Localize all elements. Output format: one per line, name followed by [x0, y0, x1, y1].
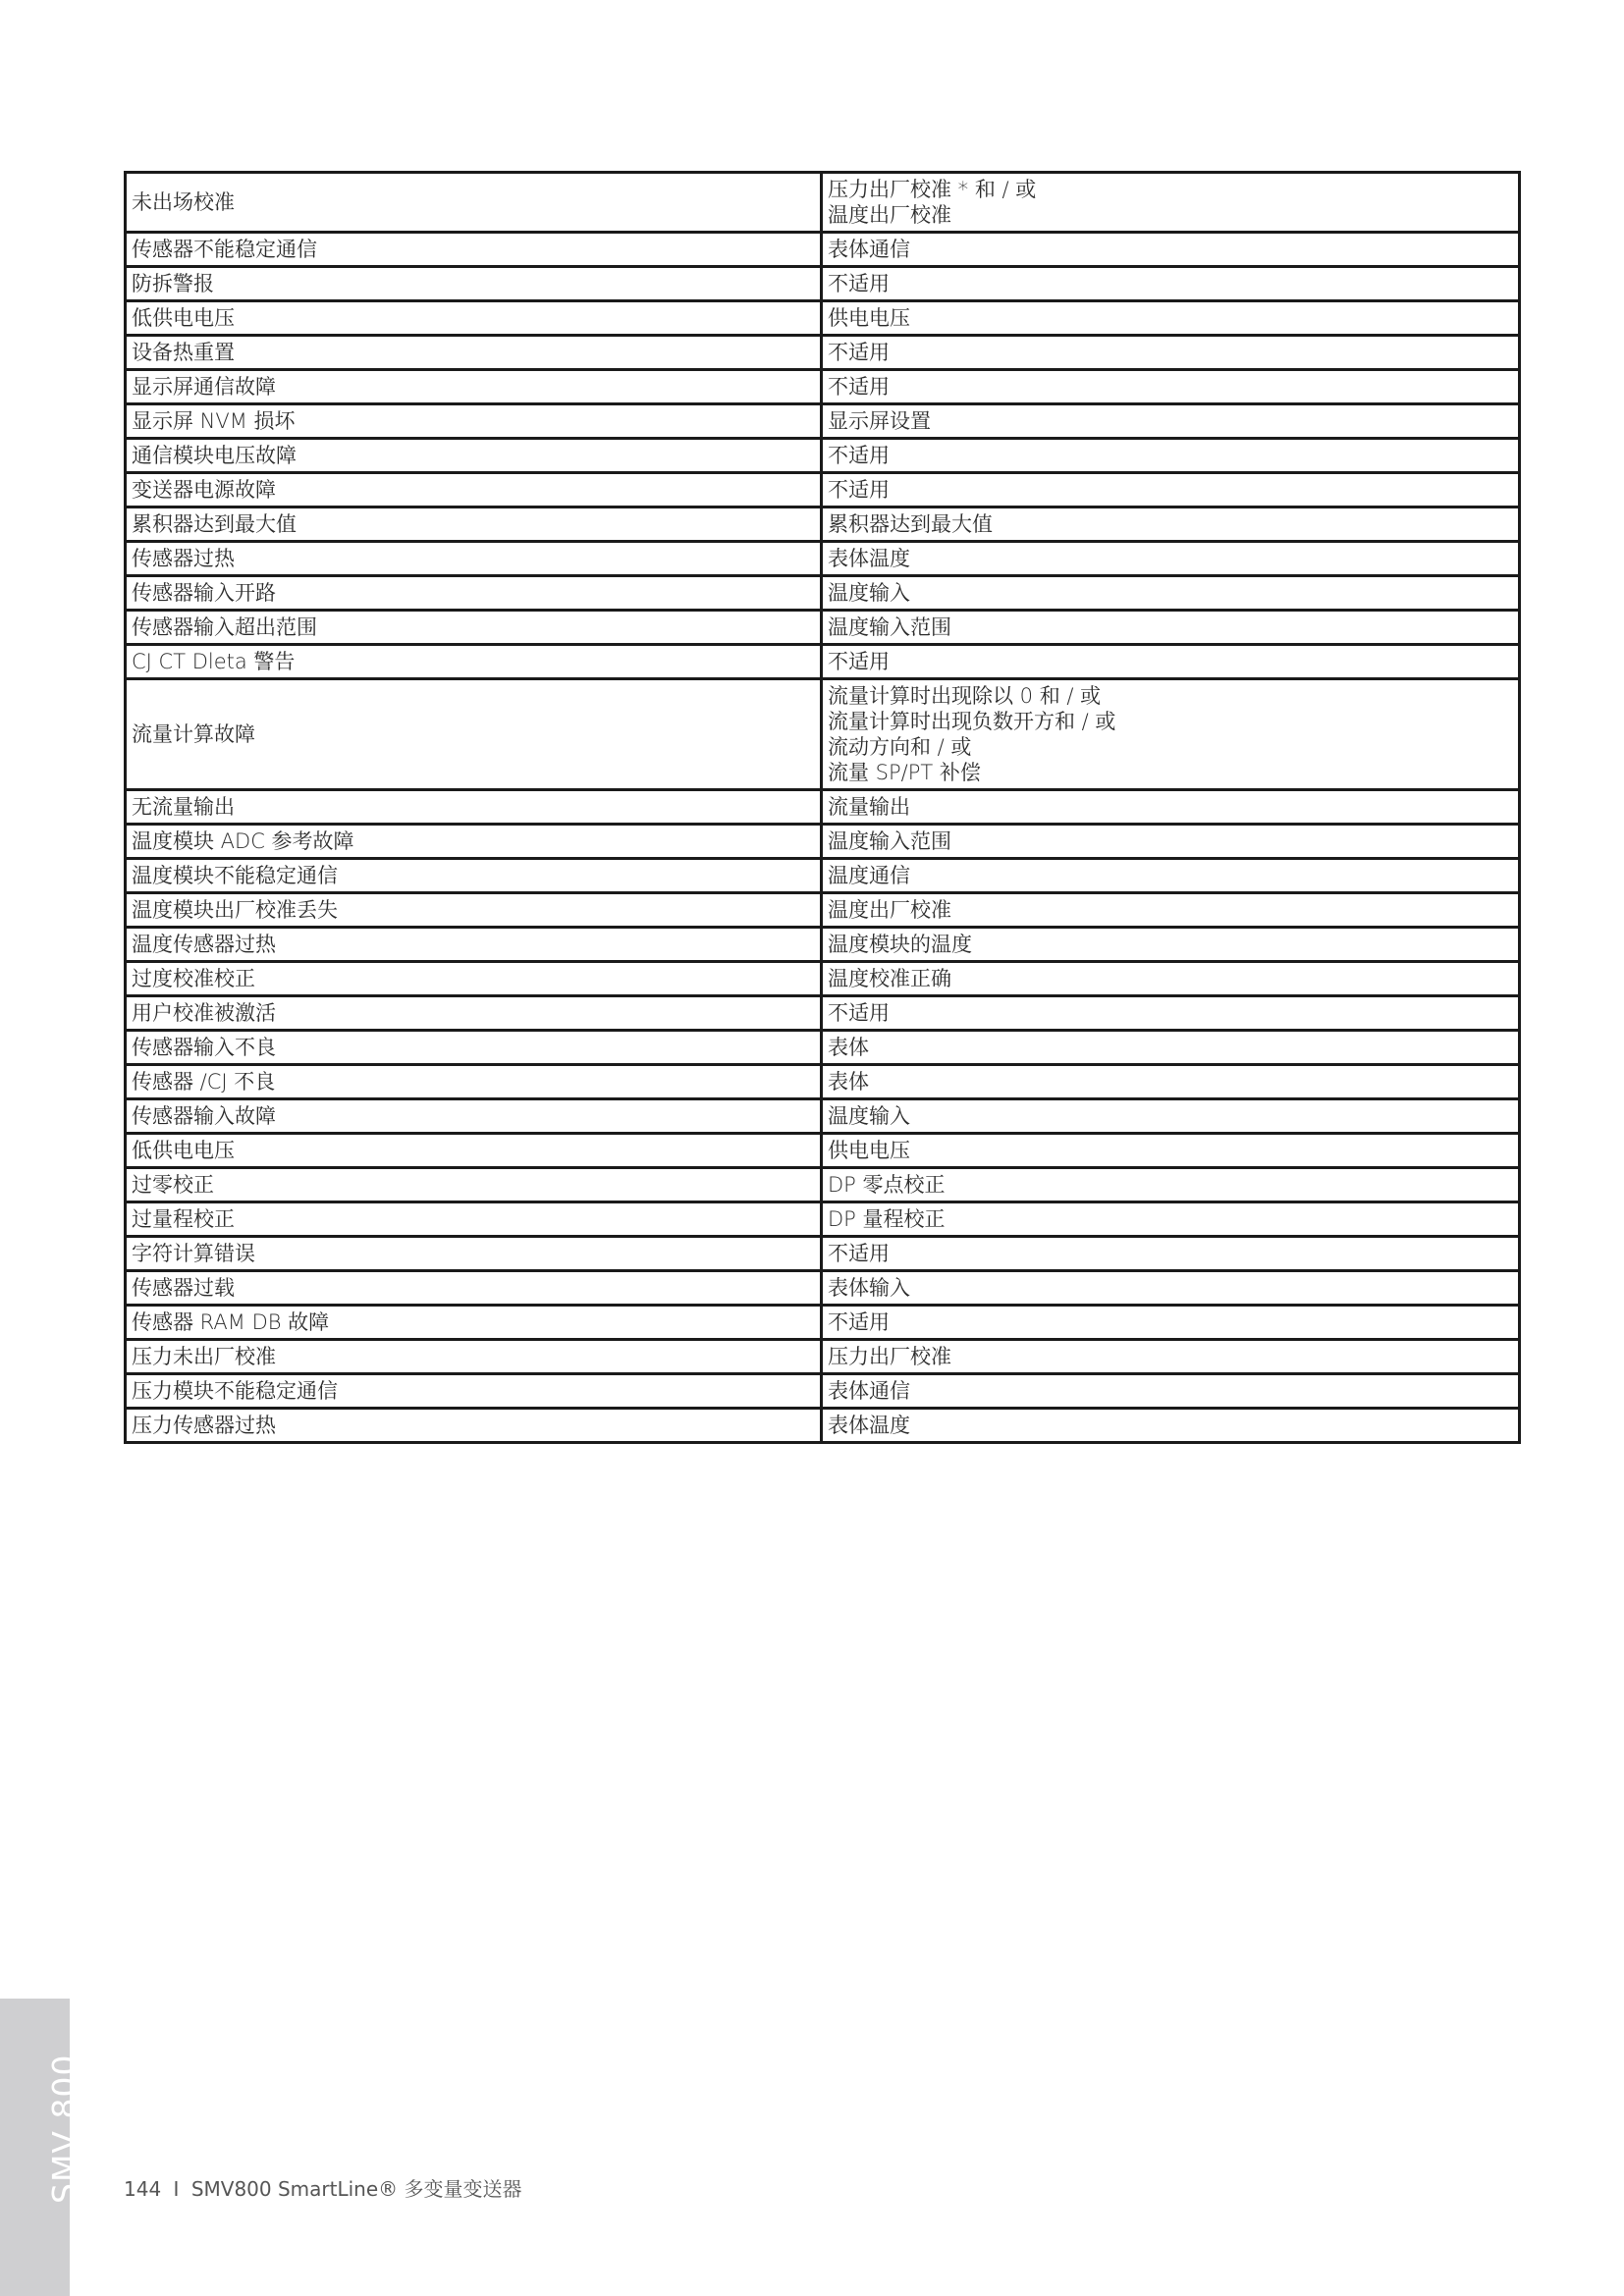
- table-row: [126, 1134, 1520, 1168]
- cell-text: 不适用: [828, 1242, 890, 1265]
- cell-text: 温度模块不能稳定通信: [132, 864, 338, 887]
- cell-text: 表体: [828, 1036, 869, 1059]
- affected-item-cell: [822, 1340, 1520, 1374]
- cell-text: 不适用: [828, 1001, 890, 1025]
- affected-item-cell: [822, 233, 1520, 267]
- table-row: [126, 576, 1520, 611]
- cell-text: 无流量输出: [132, 795, 235, 819]
- cell-text: 传感器过热: [132, 547, 235, 570]
- affected-item-cell: [822, 679, 1520, 790]
- affected-item-cell: [822, 439, 1520, 473]
- cell-text: 传感器输入不良: [132, 1036, 276, 1059]
- cell-text: 压力出厂校准 * 和 / 或: [828, 178, 1037, 201]
- condition-cell: [126, 679, 822, 790]
- condition-cell: [126, 1099, 822, 1134]
- cell-text: 温度校准正确: [828, 967, 951, 990]
- table-row: [126, 893, 1520, 928]
- cell-text: 温度出厂校准: [828, 898, 951, 922]
- condition-cell: [126, 473, 822, 507]
- condition-cell: [126, 301, 822, 336]
- table-row: [126, 404, 1520, 439]
- cell-text: 表体: [828, 1070, 869, 1094]
- affected-item-cell: [822, 370, 1520, 404]
- affected-item-cell: [822, 893, 1520, 928]
- condition-cell: [126, 1168, 822, 1202]
- condition-cell: [126, 267, 822, 301]
- cell-text: 过度校准校正: [132, 967, 255, 990]
- cell-text: 不适用: [828, 375, 890, 399]
- affected-item-cell: [822, 645, 1520, 679]
- condition-cell: [126, 1374, 822, 1409]
- table-row: [126, 679, 1520, 790]
- cell-text: 过零校正: [132, 1173, 214, 1197]
- cell-text: 温度模块的温度: [828, 933, 972, 956]
- affected-item-cell: [822, 1409, 1520, 1443]
- table-row: [126, 370, 1520, 404]
- condition-cell: [126, 1065, 822, 1099]
- table-row: [126, 267, 1520, 301]
- cell-text: 温度模块出厂校准丢失: [132, 898, 338, 922]
- affected-item-cell: [822, 173, 1520, 233]
- cell-text: DP 零点校正: [828, 1173, 946, 1197]
- condition-cell: [126, 825, 822, 859]
- cell-text: 用户校准被激活: [132, 1001, 276, 1025]
- condition-cell: [126, 1031, 822, 1065]
- cell-text: 不适用: [828, 341, 890, 364]
- condition-cell: [126, 1340, 822, 1374]
- table-row: [126, 962, 1520, 996]
- table-row: [126, 1340, 1520, 1374]
- affected-item-cell: [822, 542, 1520, 576]
- cell-text: 传感器不能稳定通信: [132, 238, 317, 261]
- affected-item-cell: [822, 859, 1520, 893]
- condition-cell: [126, 1134, 822, 1168]
- table-row: [126, 1168, 1520, 1202]
- affected-item-cell: [822, 301, 1520, 336]
- affected-item-cell: [822, 267, 1520, 301]
- cell-text: 温度出厂校准: [828, 203, 951, 227]
- cell-text: 表体输入: [828, 1276, 910, 1300]
- cell-text: 变送器电源故障: [132, 478, 276, 502]
- condition-cell: [126, 1306, 822, 1340]
- cell-text: 不适用: [828, 1310, 890, 1334]
- affected-item-cell: [822, 1306, 1520, 1340]
- cell-text: 不适用: [828, 444, 890, 467]
- cell-text: 压力出厂校准: [828, 1345, 951, 1368]
- affected-item-cell: [822, 1134, 1520, 1168]
- cell-text: 不适用: [828, 650, 890, 673]
- cell-text: 传感器输入故障: [132, 1104, 276, 1128]
- affected-item-cell: [822, 1271, 1520, 1306]
- alarm-table: [124, 171, 1521, 1444]
- cell-text: 低供电电压: [132, 306, 235, 330]
- affected-item-cell: [822, 1065, 1520, 1099]
- table-row: [126, 996, 1520, 1031]
- cell-text: 累积器达到最大值: [828, 512, 993, 536]
- cell-text: 流量计算故障: [132, 722, 255, 746]
- cell-text: 供电电压: [828, 1139, 910, 1162]
- affected-item-cell: [822, 825, 1520, 859]
- cell-text: 表体通信: [828, 1379, 910, 1403]
- cell-text: 传感器输入开路: [132, 581, 276, 605]
- table-row: [126, 1306, 1520, 1340]
- condition-cell: [126, 336, 822, 370]
- affected-item-cell: [822, 1031, 1520, 1065]
- cell-text: 显示屏通信故障: [132, 375, 276, 399]
- table-row: [126, 1409, 1520, 1443]
- cell-text: 不适用: [828, 478, 890, 502]
- cell-text: 温度输入范围: [828, 615, 951, 639]
- table-row: [126, 1099, 1520, 1134]
- affected-item-cell: [822, 473, 1520, 507]
- table-row: [126, 439, 1520, 473]
- affected-item-cell: [822, 404, 1520, 439]
- affected-item-cell: [822, 1168, 1520, 1202]
- condition-cell: [126, 1237, 822, 1271]
- table-row: [126, 1202, 1520, 1237]
- cell-text: 防拆警报: [132, 272, 214, 295]
- table-row: [126, 928, 1520, 962]
- table-row: [126, 1237, 1520, 1271]
- affected-item-cell: [822, 611, 1520, 645]
- affected-item-cell: [822, 507, 1520, 542]
- footer-separator: I: [173, 2177, 180, 2201]
- cell-text: 表体温度: [828, 1414, 910, 1437]
- side-tab-label: SMV 800: [45, 2054, 83, 2204]
- table-row: [126, 233, 1520, 267]
- alarm-table-body: [126, 173, 1520, 1443]
- cell-text: 供电电压: [828, 306, 910, 330]
- cell-text: 显示屏设置: [828, 409, 931, 433]
- cell-text: 字符计算错误: [132, 1242, 255, 1265]
- condition-cell: [126, 1409, 822, 1443]
- table-row: [126, 611, 1520, 645]
- table-row: [126, 1271, 1520, 1306]
- table-row: [126, 859, 1520, 893]
- table-row: [126, 1065, 1520, 1099]
- cell-text: 表体温度: [828, 547, 910, 570]
- table-row: [126, 473, 1520, 507]
- condition-cell: [126, 542, 822, 576]
- affected-item-cell: [822, 1099, 1520, 1134]
- table-row: [126, 1374, 1520, 1409]
- condition-cell: [126, 1271, 822, 1306]
- cell-text: 传感器 RAM DB 故障: [132, 1310, 330, 1334]
- affected-item-cell: [822, 962, 1520, 996]
- condition-cell: [126, 507, 822, 542]
- table-row: [126, 301, 1520, 336]
- condition-cell: [126, 962, 822, 996]
- affected-item-cell: [822, 576, 1520, 611]
- affected-item-cell: [822, 336, 1520, 370]
- cell-text: 压力传感器过热: [132, 1414, 276, 1437]
- cell-text: 过量程校正: [132, 1207, 235, 1231]
- table-row: [126, 790, 1520, 825]
- condition-cell: [126, 996, 822, 1031]
- cell-text: CJ CT Dleta 警告: [132, 650, 296, 673]
- condition-cell: [126, 439, 822, 473]
- condition-cell: [126, 576, 822, 611]
- affected-item-cell: [822, 1202, 1520, 1237]
- cell-text: 传感器过载: [132, 1276, 235, 1300]
- cell-text: 流量输出: [828, 795, 910, 819]
- cell-text: 设备热重置: [132, 341, 235, 364]
- table-row: [126, 1031, 1520, 1065]
- table-row: [126, 173, 1520, 233]
- condition-cell: [126, 1202, 822, 1237]
- cell-text: 温度输入: [828, 581, 910, 605]
- condition-cell: [126, 173, 822, 233]
- cell-text: 温度传感器过热: [132, 933, 276, 956]
- footer-title: SMV800 SmartLine® 多变量变送器: [190, 2177, 522, 2201]
- cell-text: 压力模块不能稳定通信: [132, 1379, 338, 1403]
- condition-cell: [126, 859, 822, 893]
- condition-cell: [126, 893, 822, 928]
- cell-text: 压力未出厂校准: [132, 1345, 276, 1368]
- cell-text: 显示屏 NVM 损坏: [132, 409, 296, 433]
- condition-cell: [126, 790, 822, 825]
- page-number: 144: [124, 2177, 162, 2201]
- cell-text: DP 量程校正: [828, 1207, 946, 1231]
- cell-text: 温度输入范围: [828, 829, 951, 853]
- page-footer: [124, 2173, 528, 2202]
- cell-text: 低供电电压: [132, 1139, 235, 1162]
- condition-cell: [126, 645, 822, 679]
- cell-text: 温度模块 ADC 参考故障: [132, 829, 354, 853]
- table-row: [126, 507, 1520, 542]
- condition-cell: [126, 233, 822, 267]
- affected-item-cell: [822, 996, 1520, 1031]
- condition-cell: [126, 404, 822, 439]
- condition-cell: [126, 370, 822, 404]
- table-row: [126, 336, 1520, 370]
- cell-text: 流量 SP/PT 补偿: [828, 761, 981, 784]
- cell-text: 表体通信: [828, 238, 910, 261]
- table-row: [126, 825, 1520, 859]
- cell-text: 不适用: [828, 272, 890, 295]
- table-row: [126, 542, 1520, 576]
- affected-item-cell: [822, 928, 1520, 962]
- affected-item-cell: [822, 790, 1520, 825]
- cell-text: 未出场校准: [132, 190, 235, 214]
- cell-text: 流量计算时出现负数开方和 / 或: [828, 710, 1116, 733]
- cell-text: 累积器达到最大值: [132, 512, 297, 536]
- cell-text: 传感器 /CJ 不良: [132, 1070, 276, 1094]
- affected-item-cell: [822, 1237, 1520, 1271]
- cell-text: 流量计算时出现除以 0 和 / 或: [828, 684, 1102, 708]
- table-row: [126, 645, 1520, 679]
- condition-cell: [126, 928, 822, 962]
- cell-text: 传感器输入超出范围: [132, 615, 317, 639]
- cell-text: 流动方向和 / 或: [828, 735, 972, 759]
- cell-text: 通信模块电压故障: [132, 444, 297, 467]
- cell-text: 温度通信: [828, 864, 910, 887]
- condition-cell: [126, 611, 822, 645]
- cell-text: 温度输入: [828, 1104, 910, 1128]
- affected-item-cell: [822, 1374, 1520, 1409]
